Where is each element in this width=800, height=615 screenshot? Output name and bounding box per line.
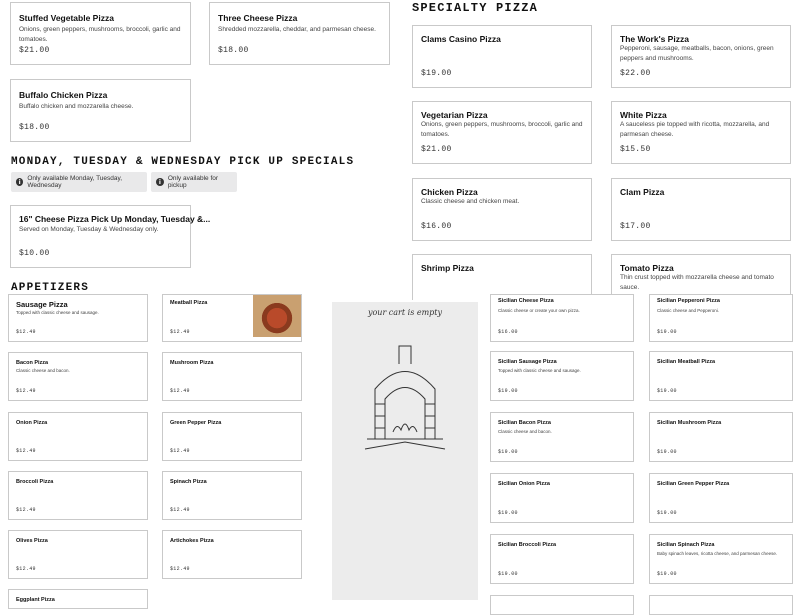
menu-item-card[interactable] (162, 352, 302, 401)
item-name: Vegetarian Pizza (421, 110, 488, 120)
menu-item-card[interactable] (10, 205, 211, 268)
item-name: Sicilian Pepperoni Pizza (657, 298, 720, 304)
item-price: $10.00 (19, 249, 50, 258)
item-name: Spinach Pizza (170, 479, 207, 485)
section-title-specials: MONDAY, TUESDAY & WEDNESDAY PICK UP SPECIALS (11, 156, 355, 168)
item-price: $19.00 (657, 571, 677, 577)
item-description: Classic cheese and bacon. (16, 368, 70, 373)
cart-panel (332, 302, 478, 600)
item-description: Onions, green peppers, mushrooms, broccoli, garlic and tomatoes. (19, 26, 181, 43)
item-price: $19.00 (498, 510, 518, 516)
item-price: $12.49 (16, 566, 36, 572)
menu-item-card[interactable] (490, 595, 634, 615)
item-name: Three Cheese Pizza (218, 13, 298, 23)
item-price: $19.00 (657, 388, 677, 394)
item-name: Artichokes Pizza (170, 538, 214, 544)
item-description: Classic cheese or create your own pizza. (498, 308, 580, 313)
item-name: Sicilian Meatball Pizza (657, 359, 716, 365)
item-name: Eggplant Pizza (16, 597, 55, 603)
item-price: $17.00 (620, 222, 651, 231)
item-price: $12.49 (170, 566, 190, 572)
item-price: $12.49 (16, 329, 36, 335)
menu-item-card[interactable] (162, 530, 302, 579)
menu-item-card[interactable] (611, 178, 791, 241)
item-name: Clam Pizza (620, 187, 665, 197)
item-name: The Work's Pizza (620, 34, 689, 44)
item-name: 16" Cheese Pizza Pick Up Monday, Tuesday &... (19, 214, 211, 224)
item-name: Green Pepper Pizza (170, 420, 222, 426)
menu-item-card[interactable] (10, 79, 191, 142)
item-name: Olives Pizza (16, 538, 48, 544)
menu-item-card[interactable] (611, 25, 791, 88)
item-name: Sicilian Mushroom Pizza (657, 420, 722, 426)
menu-item-card[interactable] (649, 534, 793, 584)
item-name: Tomato Pizza (620, 263, 674, 273)
item-description: Shredded mozzarella, cheddar, and parmesan cheese. (218, 26, 376, 33)
menu-item-card[interactable] (649, 595, 793, 615)
item-description: Pepperoni, sausage, meatballs, bacon, onions, green peppers and mushrooms. (620, 45, 774, 62)
item-price: $18.00 (218, 46, 249, 55)
item-name: Mushroom Pizza (170, 360, 214, 366)
item-name: Sicilian Bacon Pizza (498, 420, 551, 426)
item-price: $19.00 (498, 571, 518, 577)
menu-item-card[interactable] (490, 351, 634, 401)
availability-badge-pickup (151, 172, 237, 192)
menu-item-card[interactable] (209, 2, 390, 65)
menu-item-card[interactable] (162, 412, 302, 461)
menu-item-card[interactable] (649, 294, 793, 342)
menu-item-card[interactable] (490, 294, 634, 342)
item-price: $19.00 (498, 388, 518, 394)
item-price: $16.00 (498, 329, 518, 335)
menu-item-card[interactable] (162, 294, 302, 342)
menu-item-card[interactable] (8, 589, 148, 609)
item-name: Meatball Pizza (170, 300, 208, 306)
item-price: $12.49 (170, 507, 190, 513)
item-name: Clams Casino Pizza (421, 34, 501, 44)
menu-item-card[interactable] (412, 178, 592, 241)
item-description: Thin crust topped with mozzarella cheese and tomato sauce. (620, 274, 774, 291)
item-name: Sicilian Spinach Pizza (657, 542, 715, 548)
item-price: $12.49 (16, 388, 36, 394)
item-name: Bacon Pizza (16, 360, 49, 366)
item-price: $16.00 (421, 222, 452, 231)
menu-item-card[interactable] (490, 412, 634, 462)
item-description: Onions, green peppers, mushrooms, broccoli, garlic and tomatoes. (421, 121, 583, 138)
badge-label: Only available for pickup (167, 175, 219, 189)
menu-item-card[interactable] (8, 530, 148, 579)
item-price: $19.00 (657, 510, 677, 516)
item-price: $21.00 (19, 46, 50, 55)
item-name: Sicilian Broccoli Pizza (498, 542, 557, 548)
item-price: $18.00 (19, 123, 50, 132)
menu-item-card[interactable] (611, 101, 791, 164)
item-description: Classic cheese and bacon. (498, 429, 552, 434)
item-price: $19.00 (657, 449, 677, 455)
menu-item-card[interactable] (8, 294, 148, 342)
item-name: Onion Pizza (16, 420, 48, 426)
item-description: Classic cheese and Pepperoni. (657, 308, 720, 313)
item-name: Sicilian Cheese Pizza (498, 298, 554, 304)
menu-item-card[interactable] (8, 412, 148, 461)
menu-item-card[interactable] (8, 352, 148, 401)
item-name: Sicilian Onion Pizza (498, 481, 550, 487)
menu-item-card[interactable] (490, 534, 634, 584)
menu-item-card[interactable] (412, 101, 592, 164)
section-title-specialty: SPECIALTY PIZZA (412, 1, 539, 15)
menu-item-card[interactable] (649, 473, 793, 523)
menu-item-card[interactable] (649, 412, 793, 462)
item-price: $12.49 (170, 329, 190, 335)
item-price: $22.00 (620, 69, 651, 78)
item-description: Served on Monday, Tuesday & Wednesday only. (19, 226, 159, 233)
item-description: Topped with classic cheese and sausage. (16, 310, 99, 315)
item-price: $12.49 (16, 448, 36, 454)
item-name: Sicilian Green Pepper Pizza (657, 481, 730, 487)
item-description: Classic cheese and chicken meat. (421, 198, 520, 205)
menu-item-card[interactable] (412, 25, 592, 88)
section-title-appetizers: APPETIZERS (11, 282, 90, 294)
menu-item-card[interactable] (649, 351, 793, 401)
item-name: Broccoli Pizza (16, 479, 54, 485)
info-icon: i (16, 178, 23, 186)
item-price: $21.00 (421, 145, 452, 154)
menu-item-card[interactable] (490, 473, 634, 523)
item-price: $12.49 (16, 507, 36, 513)
info-icon: i (156, 178, 164, 186)
item-name: White Pizza (620, 110, 667, 120)
item-name: Chicken Pizza (421, 187, 478, 197)
item-price: $12.49 (170, 448, 190, 454)
menu-item-card[interactable] (162, 471, 302, 520)
item-name: Shrimp Pizza (421, 263, 474, 273)
item-name: Buffalo Chicken Pizza (19, 90, 108, 100)
item-price: $12.49 (170, 388, 190, 394)
badge-label: Only available Monday, Tuesday, Wednesday (27, 175, 123, 189)
item-description: A sauceless pie topped with ricotta, mozzarella, and parmesan cheese. (620, 121, 770, 138)
availability-badge-days (11, 172, 147, 192)
item-price: $19.00 (498, 449, 518, 455)
item-name: Sicilian Sausage Pizza (498, 359, 557, 365)
pizza-image (253, 295, 301, 337)
item-description: Baby spinach leaves, ricotta cheese, and parmesan cheese. (657, 551, 778, 556)
menu-item-card[interactable] (8, 471, 148, 520)
item-description: Buffalo chicken and mozzarella cheese. (19, 103, 134, 110)
item-name: Sausage Pizza (16, 300, 68, 309)
item-price: $19.00 (657, 329, 677, 335)
cart-empty-label: your cart is empty (367, 308, 443, 317)
item-price: $15.50 (620, 145, 651, 154)
pizza-oven-icon (355, 344, 455, 454)
item-price: $19.00 (421, 69, 452, 78)
item-name: Stuffed Vegetable Pizza (19, 13, 114, 23)
item-description: Topped with classic cheese and sausage. (498, 368, 581, 373)
menu-item-card[interactable] (10, 2, 191, 65)
